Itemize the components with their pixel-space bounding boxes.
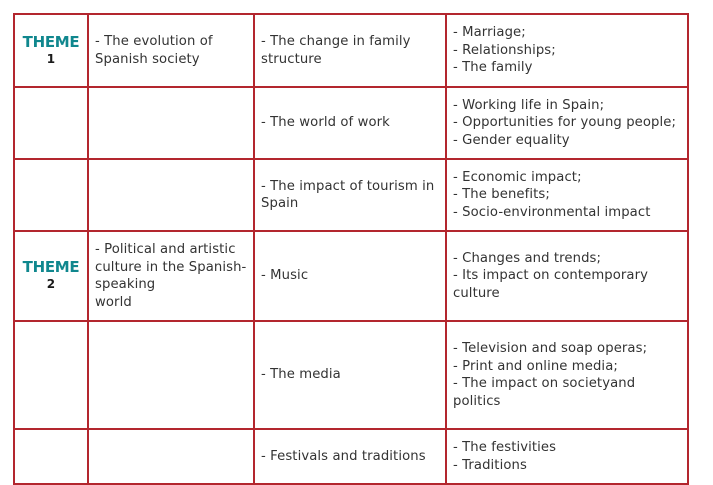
topic-cell (88, 14, 254, 87)
theme-cell (14, 87, 88, 159)
subtopic-line: - The change in family (261, 34, 411, 49)
topic-line: - The evolution of (95, 34, 213, 49)
point-item: - Socio-environmental impact (453, 204, 651, 220)
topic-cell (88, 429, 254, 484)
subtopic-cell (254, 321, 446, 429)
points-cell (446, 429, 688, 484)
point-item: - Economic impact; (453, 169, 582, 185)
topic-cell (88, 231, 254, 321)
subtopic-cell (254, 159, 446, 231)
table-row (14, 159, 688, 231)
subtopic-line: - Music (261, 268, 309, 284)
subtopic-cell (254, 231, 446, 321)
point-item: - Gender equality (453, 132, 570, 148)
subtopic-cell (254, 14, 446, 87)
point-item: - Opportunities for young people; (453, 115, 677, 131)
theme-number: 1 (46, 51, 56, 66)
subtopic-line: - Festivals and traditions (261, 448, 426, 464)
point-item: - Changes and trends; (453, 250, 602, 266)
subtopic-line: - The world of work (261, 115, 390, 131)
theme-cell (14, 321, 88, 429)
points-cell (446, 159, 688, 231)
theme-number: 2 (46, 277, 56, 291)
point-item: - The impact on societyand (453, 376, 636, 391)
table-row (14, 429, 688, 484)
theme-cell (14, 429, 88, 484)
point-item: - Its impact on contemporary (453, 268, 649, 284)
table-row (14, 87, 688, 159)
topic-cell (88, 159, 254, 231)
theme-cell (14, 231, 88, 321)
subtopic-line: - The media (261, 367, 341, 383)
points-cell (446, 87, 688, 159)
subtopic-line: Spain (261, 196, 299, 211)
point-item: - The family (453, 60, 533, 76)
topic-line: - Political and artistic (95, 242, 236, 257)
theme-cell (14, 14, 88, 87)
table-row (14, 14, 688, 87)
points-cell (446, 321, 688, 429)
theme-label: THEME (22, 258, 80, 276)
table-row (14, 321, 688, 429)
syllabus-table (13, 13, 689, 485)
points-cell (446, 14, 688, 87)
topic-cell (88, 321, 254, 429)
point-item: - Traditions (453, 457, 527, 473)
point-item: - Television and soap operas; (453, 341, 648, 356)
topic-line: speaking (95, 277, 156, 292)
point-item: politics (453, 393, 501, 409)
subtopic-cell (254, 429, 446, 484)
point-item: - Working life in Spain; (453, 97, 605, 113)
subtopic-line: - The impact of tourism in (261, 178, 435, 194)
point-item: culture (453, 285, 500, 301)
points-cell (446, 231, 688, 321)
topic-line: world (95, 294, 132, 310)
point-item: - The benefits; (453, 187, 550, 203)
theme-label: THEME (22, 32, 80, 51)
subtopic-line: structure (261, 51, 322, 67)
point-item: - Print and online media; (453, 358, 618, 374)
point-item: - The festivities (453, 440, 557, 455)
point-item: - Marriage; (453, 25, 526, 41)
topic-cell (88, 87, 254, 159)
theme-cell (14, 159, 88, 231)
point-item: - Relationships; (453, 42, 556, 58)
subtopic-cell (254, 87, 446, 159)
table-row (14, 231, 688, 321)
topic-line: culture in the Spanish- (95, 259, 247, 275)
topic-line: Spanish society (95, 51, 200, 67)
